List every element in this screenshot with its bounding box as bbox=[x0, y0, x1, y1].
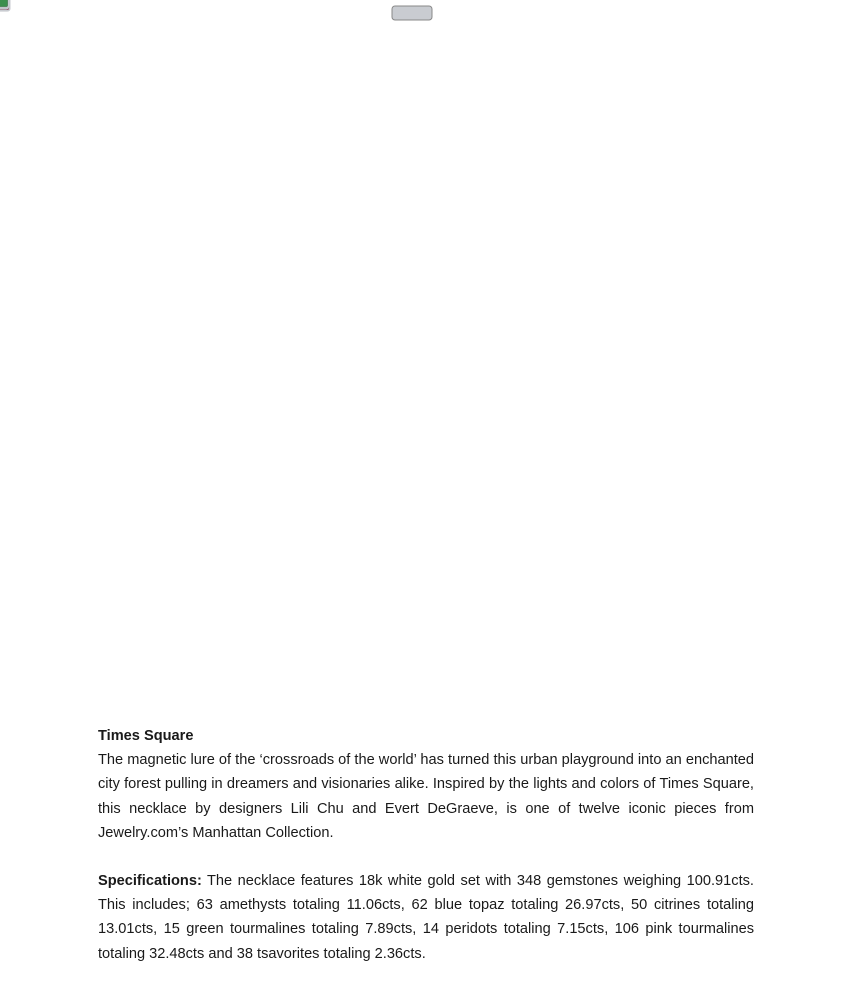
clasp bbox=[392, 6, 432, 20]
article-text bbox=[98, 724, 754, 966]
article-heading: Times Square bbox=[98, 728, 194, 744]
specifications-label: Specifications: bbox=[98, 873, 202, 890]
paragraph-spacer bbox=[98, 845, 754, 869]
specifications-text: The necklace features 18k white gold set with 348 gemstones weighing 100.91cts. This includes; 63 amethysts totaling 11.06cts, 62 blue topaz totaling 26.97cts, 50 citrines totaling 13.01cts, 15 green tourmalines totaling 7.89cts, 14 peridots totaling 7.15cts, 106 pink tourmalines totaling 32.48cts and 38 tsavorites totaling 2.36cts. bbox=[98, 873, 754, 962]
gemstone bbox=[0, 0, 9, 8]
article-description: The magnetic lure of the ‘crossroads of the world’ has turned this urban playground into an enchanted city forest pulling in dreamers and visionaries alike. Inspired by the lights and colors of Times Square, this necklace by designers Lili Chu and Evert DeGraeve, is one of twelve iconic pieces from Jewelry.com’s Manhattan Collection. bbox=[98, 752, 754, 841]
specifications-paragraph bbox=[98, 869, 754, 966]
